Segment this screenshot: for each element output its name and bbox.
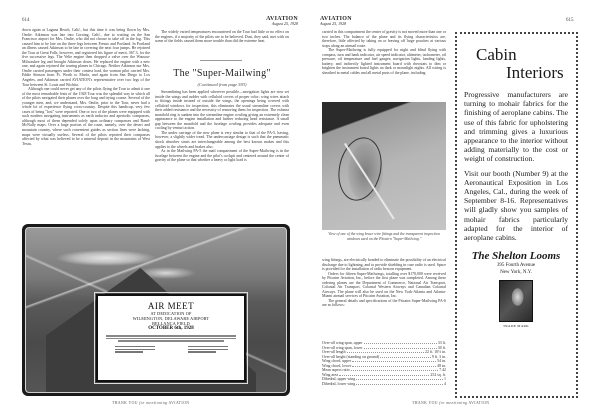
- paragraph: wing fittings, are electrically bonded to eliminate the possibility of an electrical discharge due to lightning, and to provide shielding in case radio is used. Space is provided for the installation of radio beacon equipment.: [322, 258, 446, 272]
- left-column-1: [22, 28, 150, 226]
- footer-thanks: THANK YOU: [412, 401, 438, 405]
- spec-label: Over-all wing span, lower: [322, 345, 363, 350]
- air-meet-date: OCTOBER 6th, 1928: [148, 326, 194, 331]
- air-meet-field: BELLANCA FIELD: [152, 321, 190, 326]
- spec-label: Dihedral, lower wing: [322, 381, 356, 386]
- paragraph: down again at Laguna Beach, Calif., but this time it was being flown by Mrs. Omlie. Atkinson was late into Corning, Calif., due to waiting on the San Francisco airport for Mrs. Omlie, who did not choose to take off in the fog. This caused him to be late on the three legs between Fresno and Portland. In Portland an illness caused Atkinson to be late in covering the next four jumps. He rejoined the Tour at Great Falls, however, and registered his figure of merit, 367.3, for the five successive legs. The Velie engine then dropped a valve over the Wausau-Milwaukee leg and brought Atkinson down. He replaced the engine with a new one, and again rejoined the touring planes in Chicago. Neither Atkinson nor Mrs. Omlie carried passengers under their contest load, the woman pilot carried Mrs. Eddie Stinson from Ft. Worth to Marfa, and again from San Diego to Los Angeles, and Atkinson carried AVIATION's representative over two legs of the Tour between St. Louis and Wichita.: [22, 28, 150, 87]
- right-column-bottom: [322, 258, 446, 340]
- footer-magazine: AVIATION: [468, 401, 490, 405]
- running-head-left: [230, 16, 298, 26]
- wing-fitting-photo: [322, 102, 446, 230]
- paragraph: carried in this compartment the center of gravity is not moved more than one or two inches. The balance of the plane and its flying characteristics are, therefore, little affected by taking on or leaving off large pouches at various stops along an airmail route.: [322, 30, 446, 48]
- spec-label: Wing area: [322, 372, 338, 377]
- spec-value: 33 ft.: [437, 341, 446, 345]
- spec-value: 1: [444, 377, 446, 381]
- ad-title-cabin: Cabin: [476, 45, 517, 64]
- footer-magazine: AVIATION: [168, 401, 190, 405]
- spec-value: 48 in.: [437, 363, 446, 368]
- ad-body-2: Visit our booth (Number 9) at the Aeronautical Exposition in Los Angeles, Cal., during the week of September 8-16. Representatives will gladly show you samples of mohair fabrics particularly adapted for the interior of aeroplane cabins.: [464, 168, 568, 243]
- section-divider: [200, 60, 242, 61]
- photo-caption: View of one of the wing brace wire fittings and the transparent inspection windows used on the Pitcairn "Super-Mailwing.": [328, 232, 440, 241]
- company-address-city: New York, N.Y.: [500, 270, 532, 276]
- paragraph: The widely varied temperatures encountered on the Tour had little or no effect on the engines, if a majority of the pilots are to be believed. Dust, they said, met with on some of the fields caused them more trouble than did the extreme heat.: [155, 30, 289, 44]
- air-meet-notice: [96, 294, 246, 382]
- company-name: The Shelton Looms: [471, 250, 561, 263]
- spec-label: Mean aspect ratio: [322, 368, 350, 372]
- aerial-photo: [25, 227, 287, 393]
- spec-value: 252 sq. ft.: [430, 372, 446, 377]
- spec-label: Over-all length: [322, 350, 346, 354]
- air-meet-fine-print: [98, 332, 244, 342]
- spec-label: Wing chord, lower: [322, 363, 352, 368]
- spec-value: 9 ft. 3 in.: [431, 354, 446, 359]
- paragraph: The under carriage of the new plane is very similar to that of the PA-5, having, however, a slightly wider tread. The undercarriage design is such that the pneumatic shock absorber struts are interchangeable among the best known makes and this applies to the wheels and brakes also.: [155, 130, 289, 149]
- running-head-right: [320, 16, 380, 26]
- footer-left: [112, 401, 189, 405]
- magazine-title: AVIATION: [266, 16, 298, 22]
- spec-label: Over-all height (standing on ground): [322, 354, 380, 359]
- magazine-title: AVIATION: [320, 16, 352, 22]
- ad-title-interiors: Interiors: [506, 63, 564, 82]
- shelton-looms-advertisement: [455, 32, 578, 398]
- spec-value: 54 in.: [437, 359, 446, 363]
- page-number-right: 615: [566, 18, 574, 23]
- air-meet-advertisement: [22, 224, 290, 396]
- issue-date: August 25, 1928: [271, 21, 298, 26]
- page-number-left: 614: [22, 18, 30, 23]
- company-address-street: 395 Fourth Avenue: [496, 263, 536, 269]
- article-title: The "Super-Mailwing": [173, 68, 271, 79]
- footer-thanks: THANK YOU: [112, 401, 138, 405]
- issue-date: August 25, 1928: [320, 21, 347, 26]
- paragraph: Although one could never get any of the pilots flying the Tour to admit it one of the most remarkable feats of the 1928 Tour was the splendid way in which all of the pilots navigated their planes over the long and trying course. Several of the younger men, and, we understand, Mrs. Omlie, prior to the Tour, never had a whole lot of experience flying cross-country. Despite this handicap, very few cases of being "lost" were reported. One or two of the planes were equipped with such modern navigating instruments as earth inductor and aperiodic compasses, although most of them depended solely upon ordinary compasses and Rand-McNally maps. Over a large portion of the route, namely, over the desert and mountain country, where such convenient guides as section lines were lacking, maps were virtually useless. Several of the pilots reported their compasses affected by what was believed to be a mineral deposit in the mountains of West Texas.: [22, 87, 150, 146]
- right-column-top: [322, 30, 446, 98]
- air-meet-contacts: [98, 345, 244, 354]
- paragraph: The general details and specifications of the Pitcairn Super-Mailwing PA-6 are as follows:: [322, 298, 446, 308]
- paragraph: The Super-Mailwing is fully equipped for night and blind flying with compass, turn and bank indicator, air speed indicator, altimeter, tachometer, oil pressure, oil temperature and fuel gauges; navigation lights, landing lights, battery, and indirectly lighted instrument board with rheostats to dim or brighten the instrument board lights on dark or moonlight nights. All wiring is sheathed in metal cables and all metal parts of the plane, including: [322, 48, 446, 75]
- footer-for: for mentioning: [439, 401, 468, 405]
- spec-value: 4: [444, 381, 446, 386]
- spec-label: Over-all wing span, upper: [322, 341, 363, 345]
- spec-value: 30 ft.: [437, 345, 446, 350]
- spec-value: 22 ft. 10½ in.: [425, 350, 446, 354]
- air-meet-subhead: AT DEDICATION OF: [150, 311, 192, 316]
- air-meet-location: WILMINGTON, DELAWARE AIRPORT: [132, 316, 210, 321]
- spec-label: Wing chord, upper: [322, 359, 352, 363]
- paragraph: As in the Mailwing PA-5 the mail compartment of the Super-Mailwing is in the fuselage between the engine and the pilot's cockpit and centered around the center of gravity of the plane so that whether a heavy or light load is: [155, 149, 289, 163]
- paragraph: Streamlining has been applied wherever possible—navigation lights are now set inside the wings and rudder with celluloid covers of proper color; wing wires attach to fittings inside instead of outside the wings, the openings being covered with celluloid windows for inspection, this eliminates the usual streamline covers with their added resistance and the necessity of removing them for inspection. The exhaust manifold ring is sunken into the streamline engine cowling giving an extremely clean appearance to the engine installation and further reducing head resistance. A small gap between the manifold and the fuselage cowling provides adequate and even cooling by venturi action.: [155, 90, 289, 131]
- spec-value: 7.42: [439, 368, 446, 372]
- left-column-2-intro: [155, 30, 289, 44]
- spec-label: Dihedral, upper wing: [322, 377, 356, 381]
- trademark-label: TRADE MARK: [502, 324, 530, 329]
- trademark-image: [499, 280, 533, 322]
- footer-right: [412, 401, 489, 405]
- paragraph: Orders for fifteen Super-Mailwings, totalling over $170,000 were received by Pitcairn Aviation, Inc., before the first plane was completed. Among these ordering planes are the Department of Commerce, National Air Transport, Colonial Air Transport, Colonial Western Airways and Canadian Colonial Airways. The plane will also be used on the New York-Atlanta and Atlanta-Miami airmail services of Pitcairn Aviation, Inc.: [322, 271, 446, 299]
- specifications-table: [322, 341, 446, 386]
- footer-for: for mentioning: [139, 401, 168, 405]
- article-body-left: [155, 90, 289, 226]
- air-meet-headline: AIR MEET: [147, 301, 195, 311]
- ad-body-1: Progressive manufacturers are turning to mohair fabrics for the finishing of aeroplane cabins. The use of this fabric for upholstering and trimming gives a luxurious appearance to the interior without adding materially to the cost or weight of construction.: [464, 90, 568, 164]
- spec-row: [322, 382, 446, 387]
- continued-note: (Continued from page 593): [197, 82, 247, 87]
